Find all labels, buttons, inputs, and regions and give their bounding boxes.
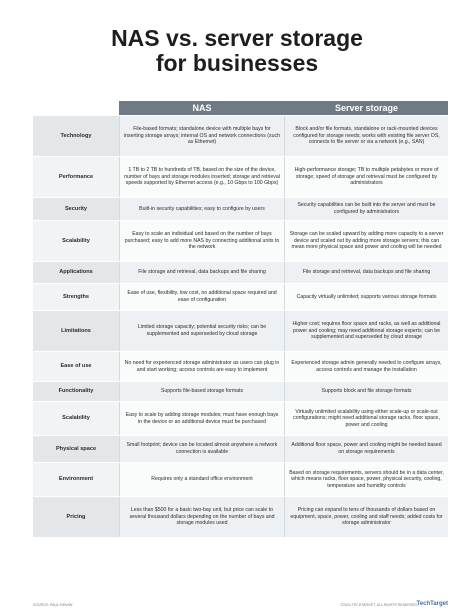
nas-cell: Limited storage capacity; potential security risks; can be supplemented and superseded by cloud storage xyxy=(119,311,285,351)
server-storage-cell: Storage can be scaled upward by adding more capacity to a server device and scaled out by adding more storage servers; this can mean more physical space and power and cooling will be needed xyxy=(285,221,448,261)
nas-cell: Supports file-based storage formats xyxy=(119,382,285,401)
table-row xyxy=(33,311,448,351)
table-row xyxy=(33,497,448,537)
table-row xyxy=(33,262,448,283)
nas-cell: Easy to scale by adding storage modules; must have enough bays in the device or an additional device must be purchased xyxy=(119,402,285,435)
server-storage-cell: Higher cost; requires floor space and racks, as well as additional power and cooling; may need additional storage experts; can be supplemented and superseded by cloud storage xyxy=(285,311,448,351)
row-label: Security xyxy=(33,198,119,220)
server-storage-cell: Capacity virtually unlimited; supports various storage formats xyxy=(285,284,448,310)
table-row xyxy=(33,402,448,435)
brand-logo: TechTarget xyxy=(416,601,448,607)
nas-cell: File storage and retrieval, data backups and file sharing xyxy=(119,262,285,283)
nas-cell: Ease of use, flexibility, low cost, no additional space required and ease of configuration xyxy=(119,284,285,310)
header-blank xyxy=(33,101,119,115)
row-label: Performance xyxy=(33,157,119,197)
server-storage-cell: Block and/or file formats, standalone or rack-mounted devices configured for storage needs; works with existing file server OS, connects to file server or via a network (e.g., SAN) xyxy=(285,116,448,156)
nas-cell: Requires only a standard office environment xyxy=(119,463,285,496)
table-row xyxy=(33,116,448,156)
nas-cell: 1 TB to 2 TB to hundreds of TB, based on the size of the device, number of bays and storage modules inserted; storage and retrieval speeds supported by Ethernet access (e.g., 10 Gbps to 100 Gbps) xyxy=(119,157,285,197)
header-nas: NAS xyxy=(119,101,285,115)
table-row xyxy=(33,157,448,197)
nas-cell: File-based formats; standalone device with multiple bays for inserting storage arrays; internal OS and network connections (such as Ethernet) xyxy=(119,116,285,156)
server-storage-cell: Supports block and file storage formats xyxy=(285,382,448,401)
header-server-storage: Server storage xyxy=(285,101,448,115)
row-label: Scalability xyxy=(33,402,119,435)
server-storage-cell: High-performance storage; TB to multiple petabytes or more of storage; speed of storage and retrieval must be configured by administrators xyxy=(285,157,448,197)
row-label: Ease of use xyxy=(33,352,119,381)
table-row xyxy=(33,352,448,381)
server-storage-cell: Experienced storage admin generally needed to configure arrays, access controls and manage the installation xyxy=(285,352,448,381)
table-header xyxy=(33,101,448,115)
row-label: Applications xyxy=(33,262,119,283)
row-label: Physical space xyxy=(33,436,119,462)
page-title xyxy=(0,26,474,76)
row-label: Strengths xyxy=(33,284,119,310)
server-storage-cell: Security capabilities can be built into the server and must be configured by administrators xyxy=(285,198,448,220)
server-storage-cell: Virtually unlimited scalability using either scale-up or scale-out configurations; might need additional storage racks, floor space, power and cooling xyxy=(285,402,448,435)
table-row xyxy=(33,463,448,496)
nas-cell: Easy to scale an individual unit based on the number of bays purchased; easy to add more NAS by connecting additional units to the network xyxy=(119,221,285,261)
row-label: Environment xyxy=(33,463,119,496)
footer-copyright: ©2024 TECHTARGET. ALL RIGHTS RESERVED. xyxy=(340,603,418,607)
server-storage-cell: Pricing can expand to tens of thousands of dollars based on equipment, space, power, cooling and staff needs; added costs for storage administrator xyxy=(285,497,448,537)
footer xyxy=(0,601,474,616)
row-label: Technology xyxy=(33,116,119,156)
table-row xyxy=(33,382,448,401)
row-label: Scalability xyxy=(33,221,119,261)
nas-cell: Small footprint; device can be located almost anywhere a network connection is available xyxy=(119,436,285,462)
title-line-1: NAS vs. server storage xyxy=(111,25,363,51)
table-row xyxy=(33,436,448,462)
table-row xyxy=(33,221,448,261)
table-row xyxy=(33,284,448,310)
row-label: Pricing xyxy=(33,497,119,537)
header-row xyxy=(33,101,448,115)
title-line-2: for businesses xyxy=(155,50,319,76)
nas-cell: Built-in security capabilities; easy to configure by users xyxy=(119,198,285,220)
table-row xyxy=(33,198,448,220)
footer-source: SOURCE: PAUL KIRVAN xyxy=(33,603,73,607)
server-storage-cell: Based on storage requirements, servers should be in a data center, which means racks, floor space, power, physical security, cooling, temperature and humidity controls xyxy=(285,463,448,496)
row-label: Functionality xyxy=(33,382,119,401)
server-storage-cell: File storage and retrieval, data backups and file sharing xyxy=(285,262,448,283)
nas-cell: Less than $500 for a basic two-bay unit, but price can scale to several thousand dollars depending on the number of bays and storage modules used xyxy=(119,497,285,537)
nas-cell: No need for experienced storage administrator as users can plug in and start working; access controls are easy to implement xyxy=(119,352,285,381)
server-storage-cell: Additional floor space, power and cooling might be needed based on storage requirements xyxy=(285,436,448,462)
comparison-table xyxy=(33,100,448,538)
row-label: Limitations xyxy=(33,311,119,351)
table-body xyxy=(33,116,448,537)
